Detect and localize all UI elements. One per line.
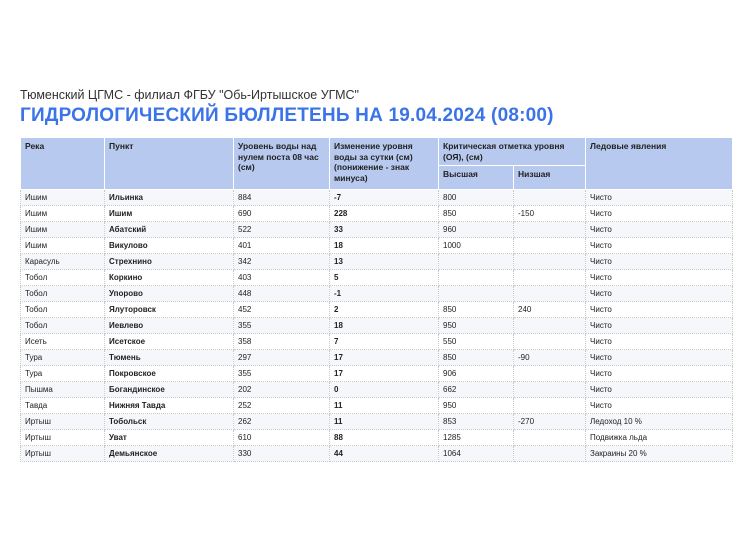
- cell-change: 33: [330, 222, 439, 238]
- bulletin-container: [20, 88, 732, 462]
- cell-high: 662: [439, 382, 514, 398]
- table-header: [21, 138, 733, 190]
- table-row: [21, 366, 733, 382]
- cell-high: [439, 286, 514, 302]
- cell-river: Тура: [21, 350, 105, 366]
- cell-high: 1000: [439, 238, 514, 254]
- cell-ice: Чисто: [586, 302, 733, 318]
- cell-ice: Чисто: [586, 190, 733, 206]
- header-change: Изменение уровня воды за сутки (см) (понижение - знак минуса): [330, 138, 439, 190]
- bulletin-title: ГИДРОЛОГИЧЕСКИЙ БЮЛЛЕТЕНЬ НА 19.04.2024 (08:00): [20, 105, 554, 126]
- header-low: Низшая: [514, 166, 586, 190]
- cell-point: Тобольск: [105, 414, 234, 430]
- organization-subtitle: Тюменский ЦГМС - филиал ФГБУ "Обь-Иртышское УГМС": [20, 88, 359, 102]
- cell-point: Нижняя Тавда: [105, 398, 234, 414]
- cell-river: Исеть: [21, 334, 105, 350]
- cell-high: 853: [439, 414, 514, 430]
- cell-level: 452: [234, 302, 330, 318]
- cell-change: 7: [330, 334, 439, 350]
- cell-level: 202: [234, 382, 330, 398]
- cell-change: 18: [330, 238, 439, 254]
- cell-river: Тобол: [21, 302, 105, 318]
- cell-point: Тюмень: [105, 350, 234, 366]
- table-row: [21, 382, 733, 398]
- cell-level: 252: [234, 398, 330, 414]
- cell-point: Ишим: [105, 206, 234, 222]
- cell-low: [514, 190, 586, 206]
- cell-high: 850: [439, 302, 514, 318]
- cell-river: Иртыш: [21, 414, 105, 430]
- cell-high: 550: [439, 334, 514, 350]
- cell-change: 228: [330, 206, 439, 222]
- cell-low: [514, 430, 586, 446]
- cell-change: 13: [330, 254, 439, 270]
- cell-high: 850: [439, 206, 514, 222]
- hydrology-table: [20, 137, 733, 462]
- cell-point: Ильинка: [105, 190, 234, 206]
- cell-change: -7: [330, 190, 439, 206]
- cell-river: Тобол: [21, 318, 105, 334]
- cell-high: [439, 270, 514, 286]
- table-body: [21, 190, 733, 462]
- header-critical: Критическая отметка уровня (ОЯ), (см): [439, 138, 586, 166]
- cell-high: 950: [439, 318, 514, 334]
- header-point: Пункт: [105, 138, 234, 190]
- table-row: [21, 270, 733, 286]
- cell-low: [514, 382, 586, 398]
- cell-river: Ишим: [21, 222, 105, 238]
- cell-level: 342: [234, 254, 330, 270]
- cell-high: 950: [439, 398, 514, 414]
- cell-point: Демьянское: [105, 446, 234, 462]
- cell-change: 11: [330, 414, 439, 430]
- cell-river: Тобол: [21, 270, 105, 286]
- cell-ice: Закраины 20 %: [586, 446, 733, 462]
- cell-level: 403: [234, 270, 330, 286]
- table-row: [21, 414, 733, 430]
- cell-low: -90: [514, 350, 586, 366]
- table-row: [21, 318, 733, 334]
- cell-level: 610: [234, 430, 330, 446]
- cell-change: 18: [330, 318, 439, 334]
- header-river: Река: [21, 138, 105, 190]
- cell-river: Ишим: [21, 238, 105, 254]
- cell-level: 355: [234, 318, 330, 334]
- cell-high: 1285: [439, 430, 514, 446]
- cell-low: [514, 366, 586, 382]
- cell-ice: Чисто: [586, 286, 733, 302]
- header-ice: Ледовые явления: [586, 138, 733, 190]
- cell-point: Коркино: [105, 270, 234, 286]
- cell-low: -150: [514, 206, 586, 222]
- cell-low: [514, 398, 586, 414]
- cell-level: 330: [234, 446, 330, 462]
- cell-change: 5: [330, 270, 439, 286]
- cell-ice: Чисто: [586, 270, 733, 286]
- cell-river: Ишим: [21, 190, 105, 206]
- cell-change: 2: [330, 302, 439, 318]
- cell-low: -270: [514, 414, 586, 430]
- cell-river: Иртыш: [21, 446, 105, 462]
- cell-high: 850: [439, 350, 514, 366]
- cell-ice: Чисто: [586, 382, 733, 398]
- cell-low: [514, 254, 586, 270]
- cell-river: Ишим: [21, 206, 105, 222]
- cell-ice: Чисто: [586, 350, 733, 366]
- table-row: [21, 334, 733, 350]
- table-row: [21, 286, 733, 302]
- cell-point: Покровское: [105, 366, 234, 382]
- cell-low: [514, 446, 586, 462]
- cell-change: 11: [330, 398, 439, 414]
- table-row: [21, 222, 733, 238]
- cell-high: 1064: [439, 446, 514, 462]
- table-row: [21, 350, 733, 366]
- table-row: [21, 206, 733, 222]
- cell-high: 800: [439, 190, 514, 206]
- cell-river: Тавда: [21, 398, 105, 414]
- cell-change: 88: [330, 430, 439, 446]
- cell-river: Карасуль: [21, 254, 105, 270]
- cell-level: 262: [234, 414, 330, 430]
- cell-ice: Чисто: [586, 366, 733, 382]
- table-row: [21, 238, 733, 254]
- cell-point: Богандинское: [105, 382, 234, 398]
- cell-low: 240: [514, 302, 586, 318]
- cell-ice: Чисто: [586, 238, 733, 254]
- cell-high: 906: [439, 366, 514, 382]
- cell-river: Пышма: [21, 382, 105, 398]
- cell-ice: Чисто: [586, 334, 733, 350]
- cell-level: 297: [234, 350, 330, 366]
- cell-level: 355: [234, 366, 330, 382]
- cell-level: 448: [234, 286, 330, 302]
- cell-high: [439, 254, 514, 270]
- cell-point: Викулово: [105, 238, 234, 254]
- cell-ice: Чисто: [586, 254, 733, 270]
- cell-point: Стрехнино: [105, 254, 234, 270]
- cell-ice: Чисто: [586, 206, 733, 222]
- table-row: [21, 430, 733, 446]
- cell-river: Тура: [21, 366, 105, 382]
- cell-ice: Чисто: [586, 398, 733, 414]
- cell-low: [514, 222, 586, 238]
- cell-level: 401: [234, 238, 330, 254]
- table-row: [21, 254, 733, 270]
- cell-level: 884: [234, 190, 330, 206]
- cell-river: Иртыш: [21, 430, 105, 446]
- cell-low: [514, 270, 586, 286]
- cell-point: Ялуторовск: [105, 302, 234, 318]
- cell-ice: Чисто: [586, 222, 733, 238]
- cell-river: Тобол: [21, 286, 105, 302]
- cell-change: 17: [330, 366, 439, 382]
- cell-change: 0: [330, 382, 439, 398]
- cell-ice: Чисто: [586, 318, 733, 334]
- cell-level: 690: [234, 206, 330, 222]
- cell-point: Иевлево: [105, 318, 234, 334]
- cell-point: Упорово: [105, 286, 234, 302]
- table-row: [21, 446, 733, 462]
- cell-low: [514, 334, 586, 350]
- cell-low: [514, 286, 586, 302]
- cell-ice: Ледоход 10 %: [586, 414, 733, 430]
- cell-point: Исетское: [105, 334, 234, 350]
- cell-change: 44: [330, 446, 439, 462]
- cell-ice: Подвижка льда: [586, 430, 733, 446]
- cell-change: 17: [330, 350, 439, 366]
- table-row: [21, 190, 733, 206]
- header-level: Уровень воды над нулем поста 08 час (см): [234, 138, 330, 190]
- table-row: [21, 398, 733, 414]
- table-row: [21, 302, 733, 318]
- cell-level: 522: [234, 222, 330, 238]
- header-high: Высшая: [439, 166, 514, 190]
- cell-low: [514, 318, 586, 334]
- cell-high: 960: [439, 222, 514, 238]
- cell-level: 358: [234, 334, 330, 350]
- cell-change: -1: [330, 286, 439, 302]
- cell-low: [514, 238, 586, 254]
- cell-point: Абатский: [105, 222, 234, 238]
- cell-point: Уват: [105, 430, 234, 446]
